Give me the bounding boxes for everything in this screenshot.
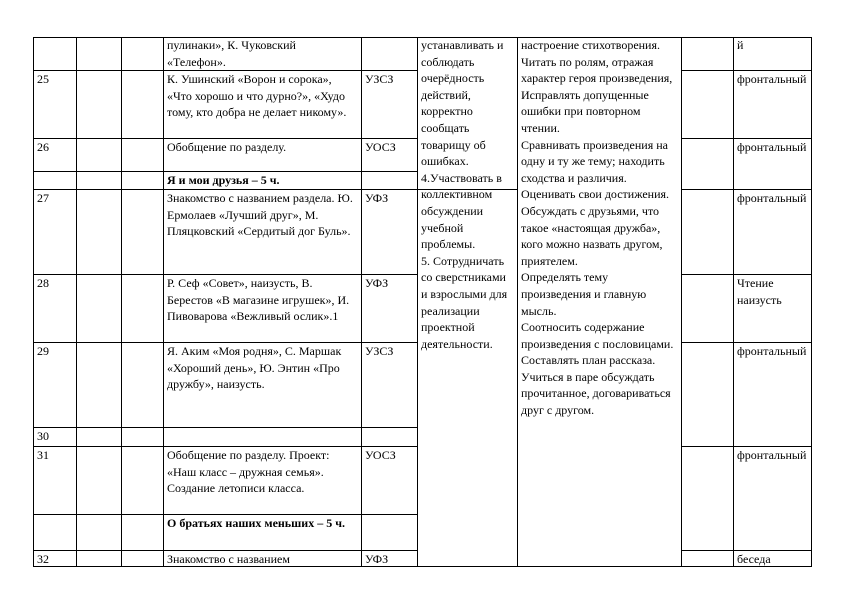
row-25-num: 25 (37, 72, 49, 86)
row-32-extra: беседа (737, 552, 771, 566)
row-26-title: Обобщение по разделу. (167, 140, 287, 154)
row-29-type: УЗСЗ (365, 344, 394, 358)
row-28-extra: Чтение наизусть (737, 276, 782, 307)
activity-description-cell: настроение стихотворения. Читать по ролям, отражая характер героя произведения, Исправлять допущенные ошибки при повторном чтении. Сравнивать произведения на одну и ту же тему; находить сходства и различия. Оценивать свои достижения. Обсуждать с друзьями, что такое «настоящая дружба», кого можно назвать другом, приятелем. Определять тему произведения и главную мысль. Соотносить содержание произведения с пословицами. Составлять план рассказа. Учиться в паре обсуждать прочитанное, договариваться друг с другом. (521, 38, 674, 418)
row-30-num: 30 (37, 429, 49, 443)
row-27-extra: фронтальный (737, 191, 807, 205)
row-28-type: УФЗ (365, 276, 389, 290)
row-26-num: 26 (37, 140, 49, 154)
row-32-type: УФЗ (365, 552, 389, 566)
row-27-title: Знакомство с названием раздела. Ю. Ермолаев «Лучший друг», М. Пляцковский «Сердитый дог Буль». (167, 191, 353, 239)
row-29-num: 29 (37, 344, 49, 358)
row-28-title: Р. Сеф «Совет», наизусть, В. Берестов «В магазине игрушек», И. Пивоварова «Вежливый ослик».1 (167, 276, 350, 324)
row-28-num: 28 (37, 276, 49, 290)
lesson-plan-table (33, 37, 812, 567)
row-25-title: К. Ушинский «Ворон и сорока», «Что хорошо и что дурно?», «Худо тому, кто добра не делает никому». (167, 72, 347, 120)
section-heading-animals: О братьях наших меньших – 5 ч. (167, 516, 345, 530)
metasubject-skills-cell: устанавливать и соблюдать очерёдность действий, корректно сообщать товарищу об ошибках. 4.Участвовать в коллективном обсуждении учебной проблемы. 5. Сотрудничать со сверстниками и взрослыми для реализации проектной деятельности. (421, 38, 508, 351)
row-26-type: УОСЗ (365, 140, 396, 154)
row-25-type: УЗСЗ (365, 72, 394, 86)
row-27-type: УФЗ (365, 191, 389, 205)
row-29-title: Я. Аким «Моя родня», С. Маршак «Хороший день», Ю. Энтин «Про дружбу», наизусть. (167, 344, 342, 392)
row-26-extra: фронтальный (737, 140, 807, 154)
row-31-title: Обобщение по разделу. Проект: «Наш класс – дружная семья». Создание летописи класса. (167, 448, 330, 496)
row-27-num: 27 (37, 191, 49, 205)
row-25-extra: фронтальный (737, 72, 807, 86)
row-32-title: Знакомство с названием (167, 552, 290, 566)
row-31-extra: фронтальный (737, 448, 807, 462)
row-32-num: 32 (37, 552, 49, 566)
row-0-title: пулинаки», К. Чуковский «Телефон». (167, 38, 296, 69)
row-0-extra: й (737, 38, 744, 52)
row-31-num: 31 (37, 448, 49, 462)
section-heading-friends: Я и мои друзья – 5 ч. (167, 173, 280, 187)
row-29-extra: фронтальный (737, 344, 807, 358)
row-31-type: УОСЗ (365, 448, 396, 462)
